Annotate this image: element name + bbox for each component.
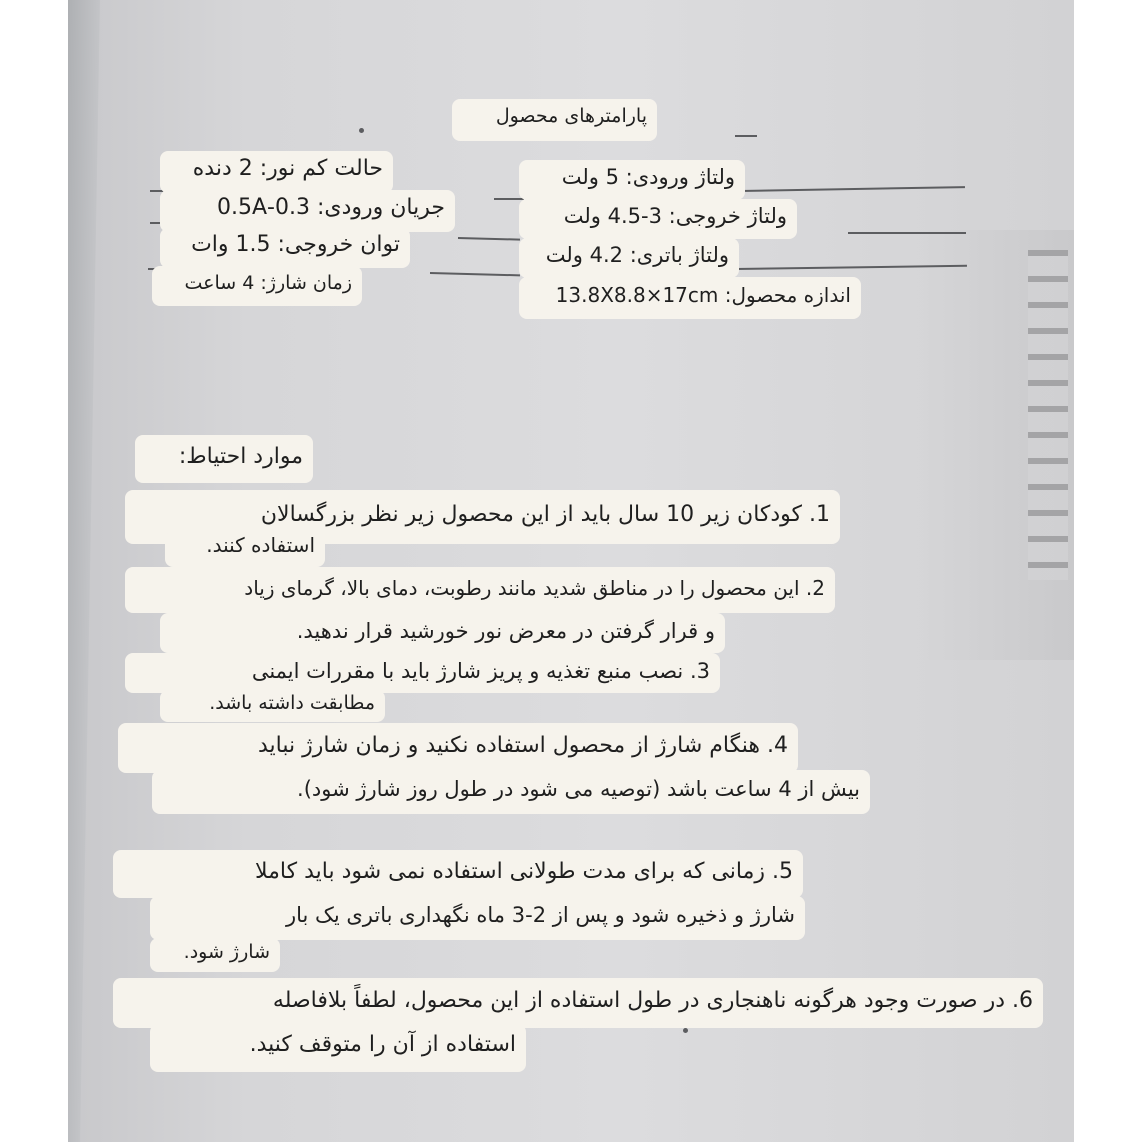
spec-input-current: جریان ورودی: 0.3-0.5A [160, 190, 455, 232]
specs-title: پارامترهای محصول [452, 99, 657, 141]
precaution-2-line-2: و قرار گرفتن در معرض نور خورشید قرار ندهید. [160, 613, 725, 653]
precaution-1-line-1: 1. کودکان زیر 10 سال باید از این محصول زیر نظر بزرگسالان [125, 490, 840, 544]
precaution-6-line-2: استفاده از آن را متوقف کنید. [150, 1024, 526, 1072]
spec-output-voltage: ولتاژ خروجی: 3-4.5 ولت [519, 199, 797, 239]
printed-line [848, 232, 966, 234]
precaution-3-line-1: 3. نصب منبع تغذیه و پریز شارژ باید با مقررات ایمنی [125, 653, 720, 693]
spec-output-power: توان خروجی: 1.5 وات [160, 228, 410, 268]
precaution-4-line-1: 4. هنگام شارژ از محصول استفاده نکنید و زمان شارژ نباید [118, 723, 798, 773]
precautions-heading: موارد احتیاط: [135, 435, 313, 483]
precaution-5-line-1: 5. زمانی که برای مدت طولانی استفاده نمی شود باید کاملا [113, 850, 803, 898]
spec-battery-voltage: ولتاژ باتری: 4.2 ولت [519, 238, 739, 278]
precaution-3-line-2: مطابقت داشته باشد. [160, 690, 385, 722]
spec-low-light-mode: حالت کم نور: 2 دنده [160, 151, 393, 193]
printed-line [494, 198, 524, 200]
precaution-2-line-1: 2. این محصول را در مناطق شدید مانند رطوبت، دمای بالا، گرمای زیاد [125, 567, 835, 613]
precaution-6-line-1: 6. در صورت وجود هرگونه ناهنجاری در طول استفاده از این محصول، لطفاً بلافاصله [113, 978, 1043, 1028]
precaution-1-line-2: استفاده کنند. [165, 531, 325, 567]
precaution-4-line-2: بیش از 4 ساعت باشد (توصیه می شود در طول روز شارژ شود). [152, 770, 870, 814]
precaution-5-line-2: شارژ و ذخیره شود و پس از 2-3 ماه نگهداری باتری یک بار [150, 896, 805, 940]
spec-charge-time: زمان شارژ: 4 ساعت [152, 266, 362, 306]
box-side-edge [68, 0, 100, 1142]
printed-dot [683, 1028, 688, 1033]
spec-product-size: اندازه محصول: 13.8X8.8×17cm [519, 277, 861, 319]
vent-slots [1028, 250, 1068, 580]
printed-dot [359, 128, 364, 133]
printed-line [735, 135, 757, 137]
precaution-5-line-3: شارژ شود. [150, 938, 280, 972]
spec-input-voltage: ولتاژ ورودی: 5 ولت [519, 160, 745, 200]
